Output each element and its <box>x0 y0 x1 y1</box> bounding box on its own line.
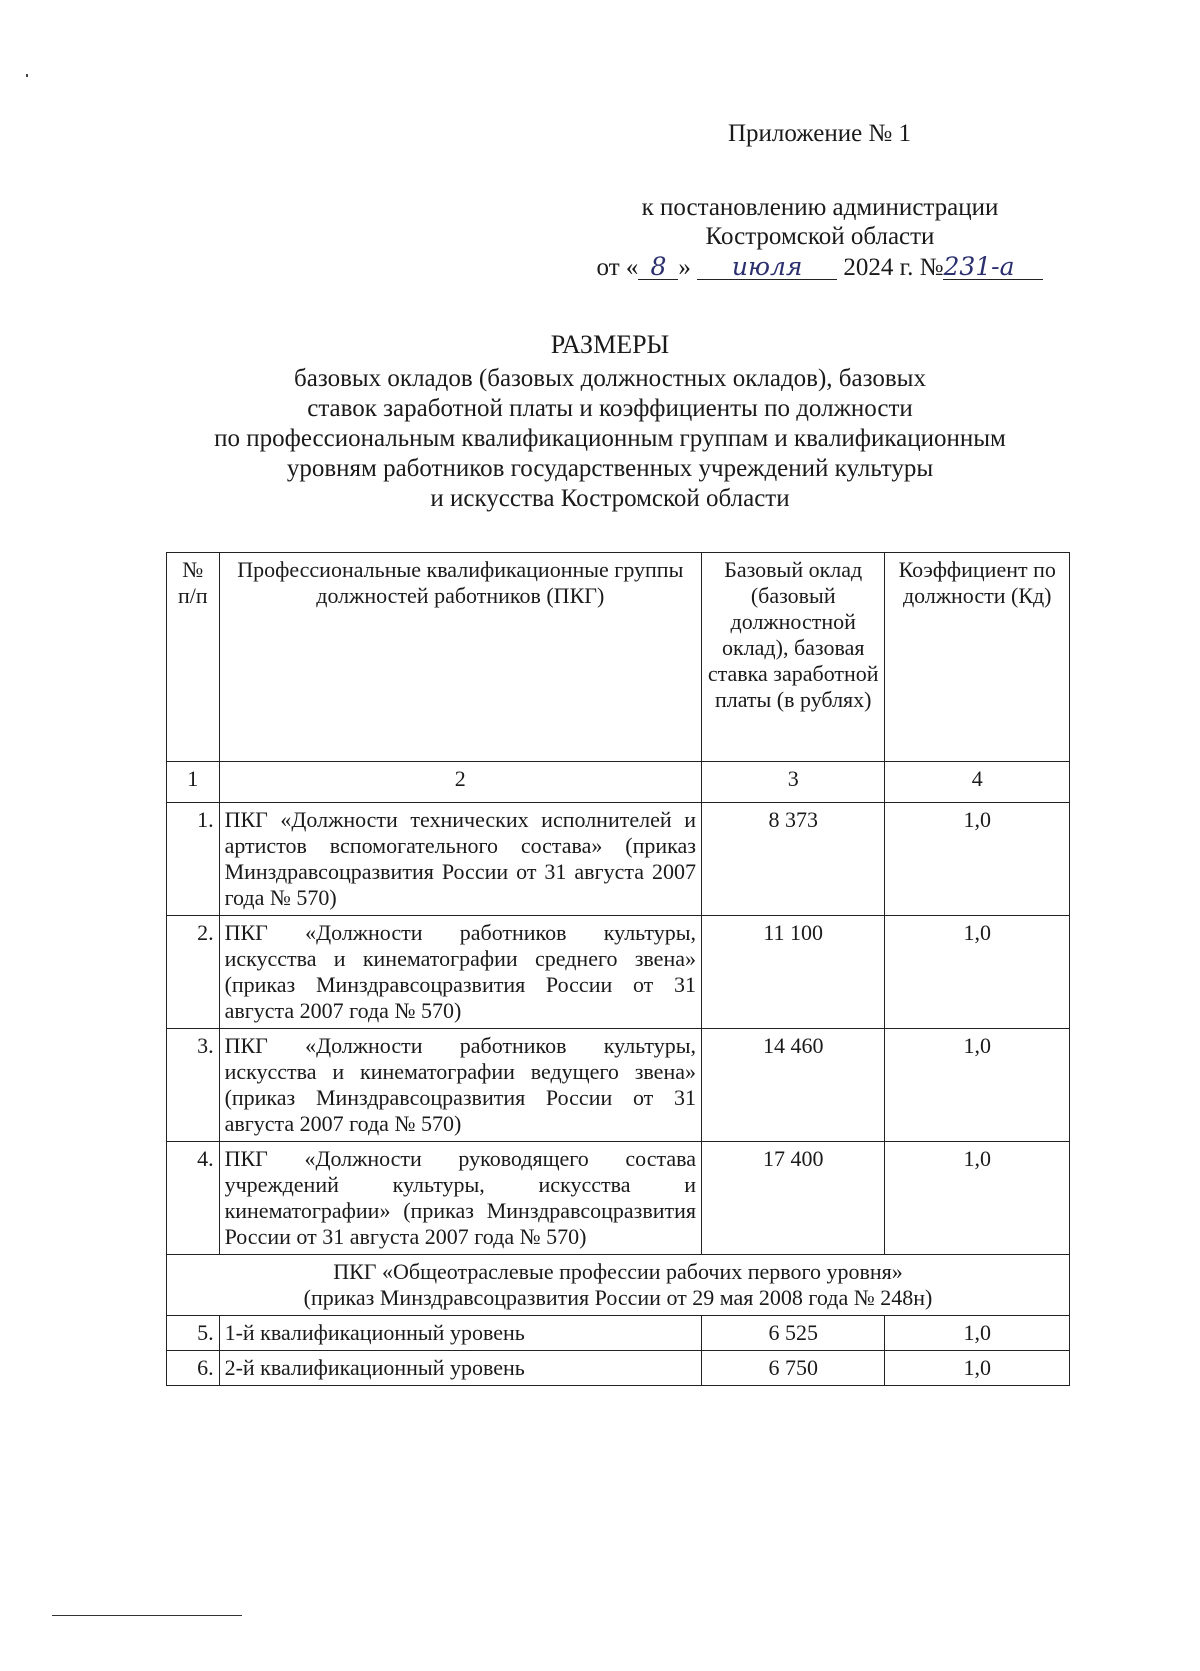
row-description: ПКГ «Должности работников культуры, искусства и кинематографии ведущего звена» (приказ Минздравсоцразвития России от 31 августа 2007 года № 570) <box>219 1029 701 1142</box>
title-line: по профессиональным квалификационным группам и квалификационным <box>214 425 1006 452</box>
table-row <box>167 1029 1070 1142</box>
footnote-separator <box>52 1615 242 1616</box>
row-salary: 14 460 <box>701 1029 884 1142</box>
appendix-label: Приложение № 1 <box>728 120 912 147</box>
col-number: 1 <box>167 762 220 803</box>
handwritten-month: июля <box>697 255 837 280</box>
table-row <box>167 803 1070 916</box>
row-number: 6. <box>167 1351 220 1386</box>
title-line: и искусства Костромской области <box>430 485 790 512</box>
handwritten-day: 8 <box>638 255 678 280</box>
table-header-row <box>167 553 1070 762</box>
header-number: № п/п <box>167 553 220 762</box>
row-salary: 8 373 <box>701 803 884 916</box>
row-salary: 6 525 <box>701 1316 884 1351</box>
group-header-order: (приказ Минздравсоцразвития России от 29 мая 2008 года № 248н) <box>303 1285 933 1310</box>
group-header-row <box>167 1255 1070 1316</box>
title-main: РАЗМЕРЫ <box>550 330 670 359</box>
row-coefficient: 1,0 <box>885 916 1070 1029</box>
decree-line-2: Костромской области <box>705 223 935 250</box>
col-number: 3 <box>701 762 884 803</box>
row-coefficient: 1,0 <box>885 803 1070 916</box>
group-header <box>167 1255 1070 1316</box>
row-number: 2. <box>167 916 220 1029</box>
row-coefficient: 1,0 <box>885 1316 1070 1351</box>
decree-reference <box>560 193 1080 282</box>
row-coefficient: 1,0 <box>885 1029 1070 1142</box>
scan-speck <box>26 74 28 77</box>
decree-line-1: к постановлению администрации <box>641 194 999 221</box>
date-mid: » <box>678 254 691 281</box>
row-salary: 11 100 <box>701 916 884 1029</box>
title-line: ставок заработной платы и коэффициенты по должности <box>307 395 913 422</box>
handwritten-number: 231-а <box>943 255 1043 280</box>
row-description: ПКГ «Должности руководящего состава учреждений культуры, искусства и кинематографии» (приказ Минздравсоцразвития России от 31 августа 2007 года № 570) <box>219 1142 701 1255</box>
table-row <box>167 1142 1070 1255</box>
salary-table <box>166 552 1070 1386</box>
row-number: 1. <box>167 803 220 916</box>
date-prefix: от « <box>596 254 639 281</box>
year-part: 2024 г. № <box>843 254 944 281</box>
row-salary: 17 400 <box>701 1142 884 1255</box>
row-description: ПКГ «Должности работников культуры, искусства и кинематографии среднего звена» (приказ Минздравсоцразвития России от 31 августа 2007 года № 570) <box>219 916 701 1029</box>
document-title <box>130 330 1090 514</box>
row-number: 3. <box>167 1029 220 1142</box>
row-number: 5. <box>167 1316 220 1351</box>
title-line: уровням работников государственных учреждений культуры <box>286 455 934 482</box>
header-salary: Базовый оклад (базовый должностной оклад), базовая ставка заработной платы (в рублях) <box>701 553 884 762</box>
row-salary: 6 750 <box>701 1351 884 1386</box>
row-description: ПКГ «Должности технических исполнителей и артистов вспомогательного состава» (приказ Минздравсоцразвития России от 31 августа 2007 года № 570) <box>219 803 701 916</box>
table-row <box>167 1316 1070 1351</box>
column-number-row <box>167 762 1070 803</box>
table-row <box>167 916 1070 1029</box>
col-number: 2 <box>219 762 701 803</box>
decree-date-line <box>560 253 1080 282</box>
row-description: 2-й квалификационный уровень <box>219 1351 701 1386</box>
table-row <box>167 1351 1070 1386</box>
row-description: 1-й квалификационный уровень <box>219 1316 701 1351</box>
header-coefficient: Коэффициент по должности (Кд) <box>885 553 1070 762</box>
title-line: базовых окладов (базовых должностных окладов), базовых <box>294 365 926 392</box>
header-group: Профессиональные квалификационные группы должностей работников (ПКГ) <box>219 553 701 762</box>
row-coefficient: 1,0 <box>885 1351 1070 1386</box>
group-header-title: ПКГ «Общеотраслевые профессии рабочих первого уровня» <box>333 1259 903 1284</box>
row-coefficient: 1,0 <box>885 1142 1070 1255</box>
row-number: 4. <box>167 1142 220 1255</box>
col-number: 4 <box>885 762 1070 803</box>
